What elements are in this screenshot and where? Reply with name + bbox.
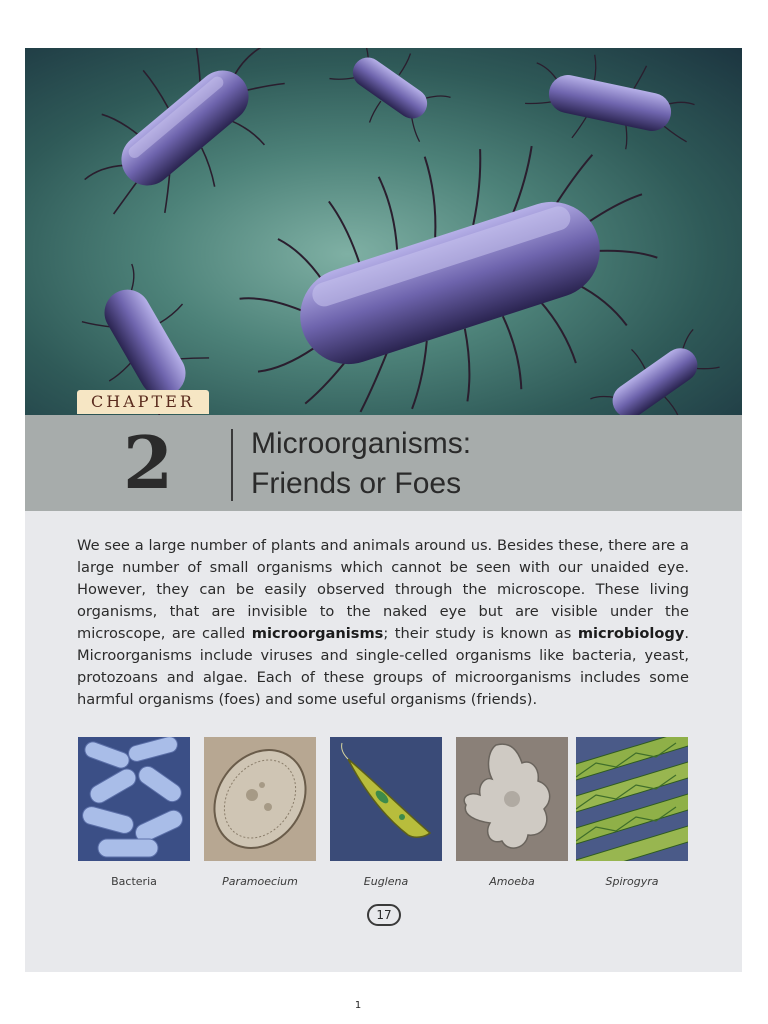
microorganism-gallery bbox=[78, 737, 688, 861]
term-microorganisms: microorganisms bbox=[251, 625, 384, 642]
chapter-number: 2 bbox=[122, 420, 174, 505]
intro-text-part2: ; their study is known as bbox=[383, 625, 578, 642]
intro-paragraph bbox=[77, 535, 689, 711]
paramoecium-image bbox=[204, 737, 316, 861]
amoeba-image bbox=[456, 737, 568, 861]
textbook-page bbox=[25, 48, 742, 972]
intro-text-part3: . Microorganisms include viruses and single-celled organisms like bacteria, yeast, protozoans and algae. Each of these groups of microorganisms includes some harmful organisms (foes) and some useful organisms (friends). bbox=[77, 625, 689, 708]
page-number: 17 bbox=[367, 904, 401, 926]
title-divider bbox=[231, 429, 233, 501]
chapter-title-line2: Friends or Foes bbox=[251, 467, 462, 500]
caption-bacteria: Bacteria bbox=[111, 875, 157, 888]
chapter-title-band bbox=[25, 415, 742, 511]
euglena-image bbox=[330, 737, 442, 861]
caption-spirogyra: Spirogyra bbox=[605, 875, 659, 888]
intro-text-part1: We see a large number of plants and animals around us. Besides these, there are a large number of small organisms which cannot be seen with our unaided eye. However, they can be easily observed through the microscope. These living organisms, that are invisible to the naked eye but are visible under the microscope, are called bbox=[77, 537, 689, 642]
chapter-label: CHAPTER bbox=[77, 390, 209, 414]
bacteria-hero-image bbox=[25, 48, 742, 423]
spirogyra-image bbox=[576, 737, 688, 861]
bacteria-image bbox=[78, 737, 190, 861]
term-microbiology: microbiology bbox=[577, 625, 685, 642]
caption-amoeba: Amoeba bbox=[489, 875, 535, 888]
caption-euglena: Euglena bbox=[363, 875, 409, 888]
chapter-title-line1: Microorganisms: bbox=[251, 427, 472, 460]
scan-page-index: 1 bbox=[354, 1000, 362, 1011]
caption-paramoecium: Paramoecium bbox=[222, 875, 298, 888]
